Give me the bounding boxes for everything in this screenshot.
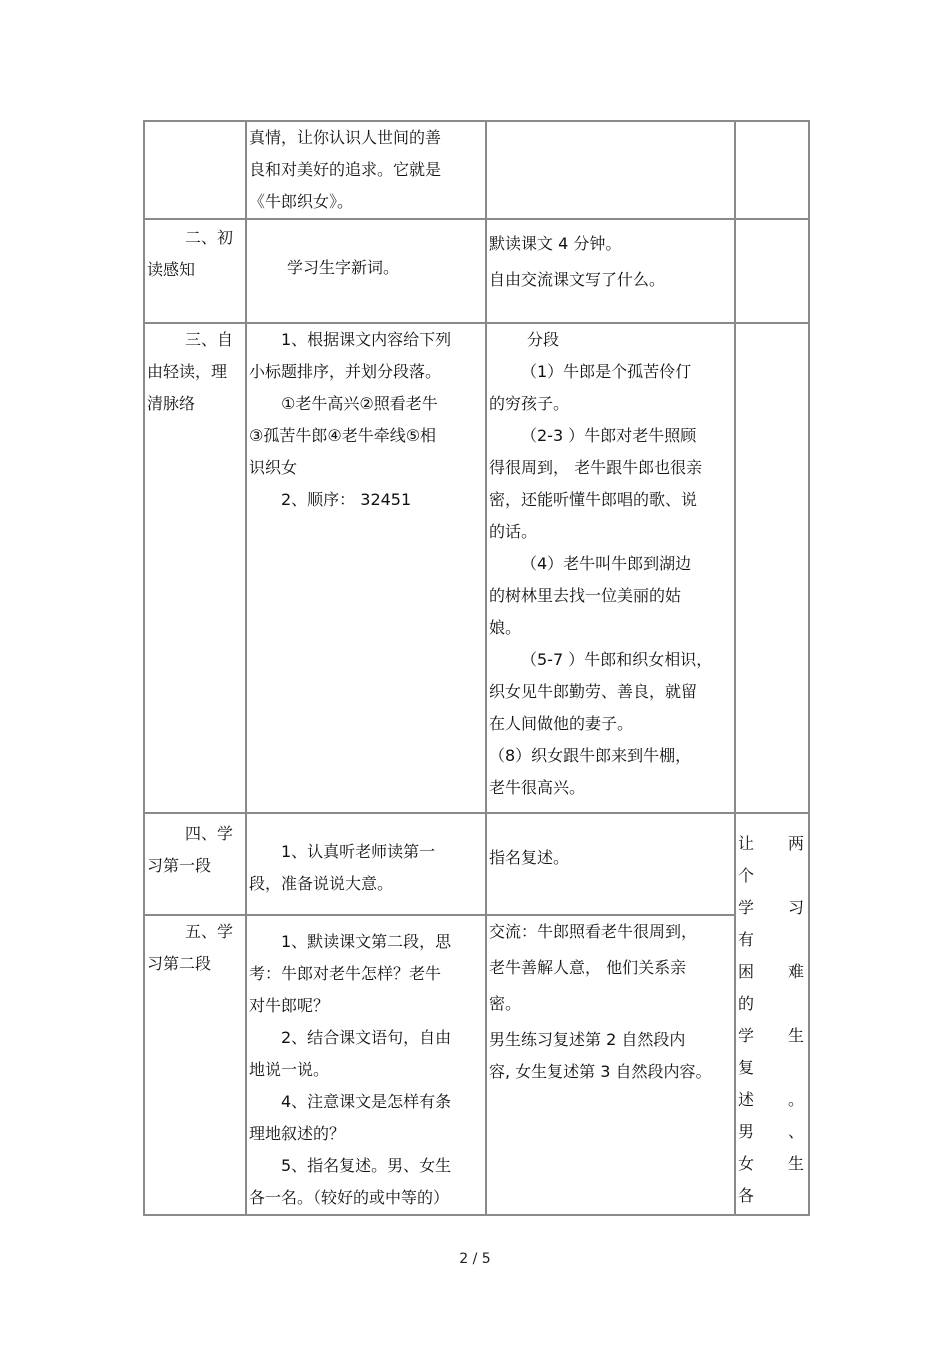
text-line: 学习生字新词。 — [287, 258, 400, 277]
text-line: 学 生 复 — [738, 1026, 806, 1077]
stage-label: 习第一段 — [147, 856, 212, 875]
text-line: 真情，让你认识人世间的善 — [249, 128, 442, 147]
text-line: 让 两 个 — [738, 834, 806, 885]
table-row — [144, 323, 809, 813]
stage-label: 清脉络 — [147, 394, 196, 413]
student-activity-cell — [486, 219, 735, 323]
text-line: 女 生 各 — [738, 1154, 806, 1205]
text-line: 的穷孩子。 — [489, 394, 570, 413]
text-line: （5-7 ）牛郎和织女相识， — [521, 650, 713, 669]
text-line: 织女见牛郎勤劳、善良，就留 — [489, 682, 698, 701]
text-line: （8）织女跟牛郎来到牛棚， — [489, 746, 692, 765]
student-activity-cell — [486, 323, 735, 813]
teacher-activity-cell — [246, 813, 486, 915]
text-line: （2-3 ）牛郎对老牛照顾 — [521, 426, 697, 445]
text-line: 密。 — [489, 994, 522, 1013]
stage-cell — [144, 813, 246, 915]
note-cell — [735, 813, 809, 1215]
text-line: ③孤苦牛郎④老牛牵线⑤相 — [249, 426, 437, 445]
stage-label: 五、学 — [185, 922, 234, 941]
table-row — [144, 121, 809, 219]
stage-label: 三、自 — [185, 330, 234, 349]
table-row — [144, 813, 809, 915]
stage-label: 二、初 — [185, 228, 234, 247]
text-line: 容, 女生复述第 3 自然段内容。 — [489, 1062, 712, 1081]
text-line: 老牛很高兴。 — [489, 778, 586, 797]
text-line: 5、指名复述。男、女生 — [281, 1156, 452, 1175]
text-line: 娘。 — [489, 618, 522, 637]
teacher-activity-cell — [246, 323, 486, 813]
note-cell — [735, 219, 809, 323]
text-line: 老牛善解人意， 他们关系亲 — [489, 958, 687, 977]
text-line: 识织女 — [249, 458, 298, 477]
text-line: 困 难 的 — [738, 962, 806, 1013]
text-line: 1、认真听老师读第一 — [281, 842, 436, 861]
text-line: 2、结合课文语句，自由 — [281, 1028, 452, 1047]
text-line: 2、顺序： 32451 — [281, 490, 412, 509]
text-line: 分段 — [527, 330, 560, 349]
note-cell — [735, 323, 809, 813]
text-line: 对牛郎呢？ — [249, 996, 330, 1015]
text-line: 指名复述。 — [489, 848, 570, 867]
text-line: 默读课文 4 分钟。 — [489, 234, 622, 253]
student-activity-cell — [486, 813, 735, 915]
text-line: 自由交流课文写了什么。 — [489, 270, 666, 289]
stage-cell — [144, 219, 246, 323]
text-line: 地说一说。 — [249, 1060, 330, 1079]
stage-cell — [144, 915, 246, 1215]
teacher-activity-cell — [246, 915, 486, 1215]
text-line: 述。男、 — [738, 1090, 806, 1141]
stage-label: 习第二段 — [147, 954, 212, 973]
text-line: 得很周到， 老牛跟牛郎也很亲 — [489, 458, 703, 477]
text-line: 各一名。（较好的或中等的） — [249, 1188, 450, 1207]
student-activity-cell — [486, 121, 735, 219]
table-row — [144, 219, 809, 323]
text-line: 学 习 有 — [738, 898, 806, 949]
text-line: 4、注意课文是怎样有条 — [281, 1092, 452, 1111]
table-row — [144, 915, 809, 1215]
text-line: （1）牛郎是个孤苦伶仃 — [521, 362, 692, 381]
text-line: 男生练习复述第 2 自然段内 — [489, 1030, 686, 1049]
text-line: ①老牛高兴②照看老牛 — [281, 394, 438, 413]
text-line: 交流：牛郎照看老牛很周到， — [489, 922, 698, 941]
text-line: 的话。 — [489, 522, 538, 541]
text-line: 1、默读课文第二段，思 — [281, 932, 452, 951]
stage-cell — [144, 121, 246, 219]
teacher-activity-cell — [246, 121, 486, 219]
note-cell — [735, 121, 809, 219]
text-line: 良和对美好的追求。它就是 — [249, 160, 442, 179]
text-line: 的树林里去找一位美丽的姑 — [489, 586, 682, 605]
text-line: 小标题排序，并划分段落。 — [249, 362, 442, 381]
text-line: 考：牛郎对老牛怎样？老牛 — [249, 964, 442, 983]
page-number: 2 / 5 — [459, 1251, 491, 1267]
stage-label: 由轻读，理 — [147, 362, 228, 381]
stage-cell — [144, 323, 246, 813]
text-line: 理地叙述的？ — [249, 1124, 346, 1143]
student-activity-cell — [486, 915, 735, 1215]
text-line: 密，还能听懂牛郎唱的歌、说 — [489, 490, 698, 509]
text-line: 《牛郎织女》。 — [249, 192, 354, 211]
lesson-plan-table — [143, 120, 810, 1216]
text-line: （4）老牛叫牛郎到湖边 — [521, 554, 692, 573]
text-line: 1、根据课文内容给下列 — [281, 330, 452, 349]
teacher-activity-cell — [246, 219, 486, 323]
stage-label: 四、学 — [185, 824, 234, 843]
text-line: 段，准备说说大意。 — [249, 874, 394, 893]
stage-label: 读感知 — [147, 260, 196, 279]
text-line: 在人间做他的妻子。 — [489, 714, 634, 733]
